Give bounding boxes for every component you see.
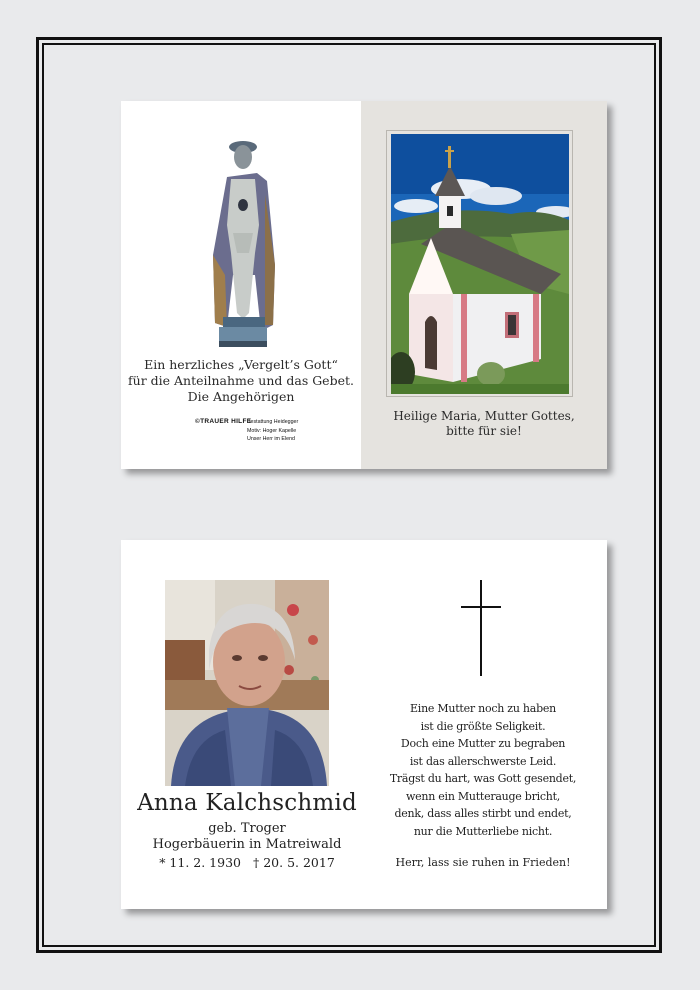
funeral-home-logo: ©TRAUER HILFE: [195, 418, 252, 425]
birth-date: * 11. 2. 1930: [159, 855, 241, 870]
death-date: † 20. 5. 2017: [253, 855, 335, 870]
thanks-text: Ein herzliches „Vergelt’s Gott“ für die Anteilnahme und das Gebet. Die Angehörigen: [128, 357, 354, 404]
description: Hogerbäuerin in Matreiwald: [152, 837, 342, 852]
deceased-name: Anna Kalchschmid: [137, 790, 357, 816]
poem-line: Trägst du hart, was Gott gesendet,: [389, 772, 577, 785]
card-front: [121, 540, 607, 909]
closing-prayer: Herr, lass sie ruhen in Frieden!: [395, 856, 571, 869]
poem: [375, 700, 591, 840]
birth-name: geb. Troger: [208, 821, 286, 836]
prayer-text: Heilige Maria, Mutter Gottes, bitte für sie!: [393, 409, 575, 438]
poem-line: Eine Mutter noch zu haben: [410, 702, 556, 715]
poem-line: Doch eine Mutter zu begraben: [400, 737, 566, 750]
poem-line: denk, dass alles stirbt und endet,: [394, 807, 572, 820]
portrait-photo: [165, 580, 329, 786]
card-back-left-panel: [121, 101, 361, 469]
statue-image: [203, 135, 283, 353]
poem-line: ist die größte Seligkeit.: [420, 719, 546, 733]
credits-lines: Bestattung Heidegger Motiv: Hoger Kapelle Unser Herr im Elend: [247, 419, 299, 442]
life-dates: [121, 855, 373, 870]
card-back-right-panel: [361, 101, 607, 469]
poem-line: ist das allerschwerste Leid.: [409, 754, 557, 768]
poem-line: wenn ein Mutterauge bricht,: [405, 789, 561, 803]
poem-line: nur die Mutterliebe nicht.: [413, 824, 553, 838]
cross-icon: [461, 580, 501, 676]
chapel-photo: [391, 134, 569, 394]
card-back: [121, 101, 607, 469]
